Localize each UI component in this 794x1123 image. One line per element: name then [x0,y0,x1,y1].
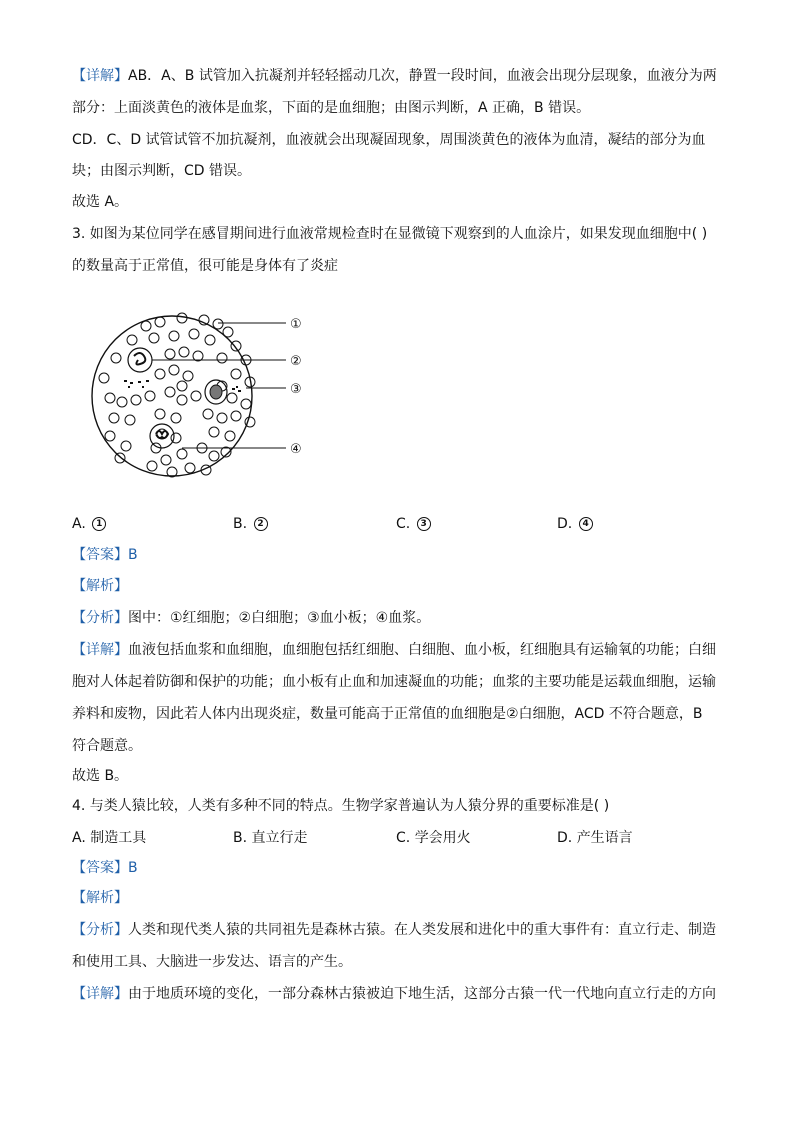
q3-conclusion: 故选 B。 [72,768,129,784]
q3-detail-line-2: 胞对人体起着防御和保护的功能；血小板有止血和加速凝血的功能；血浆的主要功能是运载血细胞，运输 [72,674,716,690]
q3-option-a[interactable]: A. 1 [72,514,106,534]
q3-detail-line-4: 符合题意。 [72,738,142,754]
q2-detail-line-4: 块；由图示判断，CD 错误。 [72,163,252,179]
microscope-field [92,316,252,476]
detail-tag: 【详解】 [72,642,128,658]
detail-tag: 【详解】 [72,986,128,1002]
q4-detail-line-1: 【详解】由于地质环境的变化，一部分森林古猿被迫下地生活，这部分古猿一代一代地向直立行走的方向 [72,986,716,1002]
circled-mark: 4 [579,517,593,531]
q4-analysis-label: 【解析】 [72,890,128,906]
figure-label-3: ③ [290,382,302,397]
platelets [124,380,241,392]
q4-answer: 【答案】B [72,860,138,876]
lymphocyte-cell [205,380,227,404]
q3-detail-line-1: 【详解】血液包括血浆和血细胞，血细胞包括红细胞、白细胞、血小板，红细胞具有运输氧的功能；白细 [72,642,716,658]
red-blood-cells [99,313,255,477]
q4-option-c[interactable]: C. 学会用火 [396,830,471,846]
q3-option-b[interactable]: B. 2 [233,514,268,534]
circled-mark: 2 [254,517,268,531]
circled-mark: 3 [417,517,431,531]
q3-stem-line-1: 3. 如图为某位同学在感冒期间进行血液常规检查时在显微镜下观察到的人血涂片，如果发现血细胞中( ) [72,226,708,242]
circled-mark: 1 [92,517,106,531]
q4-option-d[interactable]: D. 产生语言 [557,830,633,846]
white-blood-cell [128,348,174,448]
q2-detail-line-1: 【详解】AB．A、B 试管加入抗凝剂并轻轻摇动几次，静置一段时间，血液会出现分层现象，血液分为两 [72,68,717,84]
q4-fenxi-line-2: 和使用工具、大脑进一步发达、语言的产生。 [72,954,352,970]
q3-fenxi: 【分析】图中：①红细胞；②白细胞；③血小板；④血浆。 [72,610,431,626]
q2-detail-line-2: 部分：上面淡黄色的液体是血浆，下面的是血细胞；由图示判断，A 正确，B 错误。 [72,100,591,116]
figure-label-1: ① [290,317,302,332]
figure-label-4: ④ [290,442,302,457]
q3-detail-line-3: 养料和废物，因此若人体内出现炎症，数量可能高于正常值的血细胞是②白细胞，ACD 不符合题意，B [72,706,703,722]
q4-fenxi-line-1: 【分析】人类和现代类人猿的共同祖先是森林古猿。在人类发展和进化中的重大事件有：直立行走、制造 [72,922,716,938]
q4-option-a[interactable]: A. 制造工具 [72,830,147,846]
figure-label-2: ② [290,354,302,369]
q2-detail-line-3: CD．C、D 试管试管不加抗凝剂，血液就会出现凝固现象，周围淡黄色的液体为血清，凝结的部分为血 [72,132,706,148]
q3-stem-line-2: 的数量高于正常值，很可能是身体有了炎症 [72,258,338,274]
fenxi-tag: 【分析】 [72,922,128,938]
fenxi-tag: 【分析】 [72,610,128,626]
q4-option-b[interactable]: B. 直立行走 [233,830,308,846]
detail-tag: 【详解】 [72,68,128,84]
q3-analysis-label: 【解析】 [72,578,128,594]
q3-answer: 【答案】B [72,547,138,563]
blood-smear-figure [86,296,326,506]
q3-option-c[interactable]: C. 3 [396,514,431,534]
q4-stem: 4. 与类人猿比较，人类有多种不同的特点。生物学家普遍认为人猿分界的重要标准是( ) [72,798,610,814]
q2-conclusion: 故选 A。 [72,194,129,210]
q3-option-d[interactable]: D. 4 [557,514,593,534]
